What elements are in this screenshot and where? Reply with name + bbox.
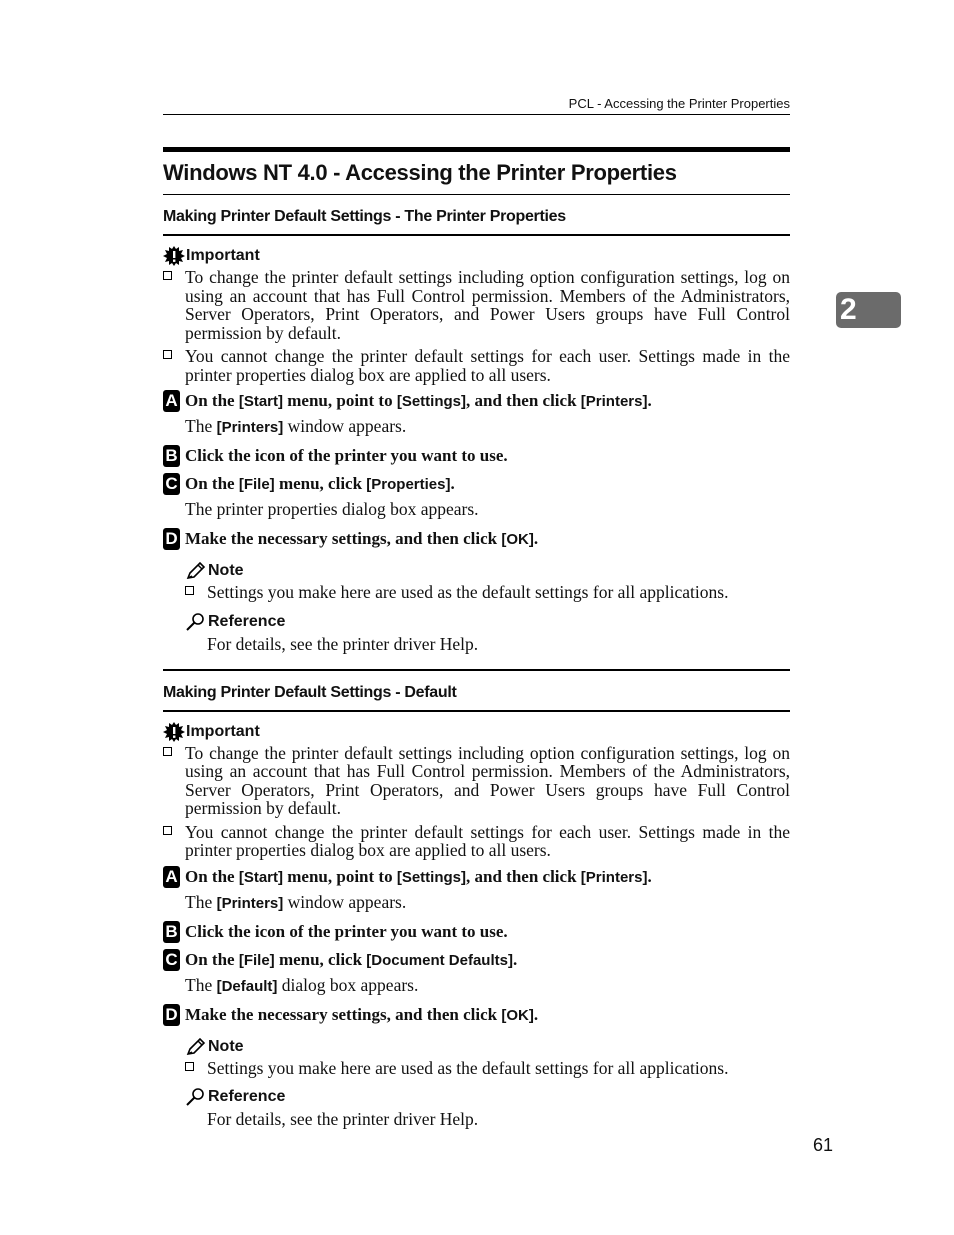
chapter-tab: 2 bbox=[836, 292, 901, 328]
important-label bbox=[163, 722, 790, 742]
steps bbox=[163, 390, 790, 551]
note-label bbox=[185, 1037, 790, 1057]
step bbox=[163, 949, 790, 972]
important-text: You cannot change the printer default settings for each user. Settings made in the printer properties dialog box are applied to all users. bbox=[185, 346, 790, 385]
step-text: Click the icon of the printer you want to use. bbox=[185, 921, 508, 941]
pencil-icon bbox=[185, 1037, 207, 1057]
step-result: The [Printers] window appears. bbox=[185, 891, 407, 912]
step-number-icon: A bbox=[163, 390, 180, 412]
reference-text: For details, see the printer driver Help. bbox=[207, 633, 479, 654]
step bbox=[163, 445, 790, 467]
reference-label bbox=[185, 612, 790, 632]
important-list bbox=[163, 268, 790, 384]
section-heading: Making Printer Default Settings - The Printer Properties bbox=[163, 195, 790, 236]
main-content bbox=[163, 147, 790, 1130]
list-item bbox=[185, 583, 790, 602]
note-text: Settings you make here are used as the default settings for all applications. bbox=[207, 582, 729, 602]
note-block bbox=[163, 1037, 790, 1131]
step-text: Click the icon of the printer you want to use. bbox=[185, 446, 508, 465]
note-text: Settings you make here are used as the default settings for all applications. bbox=[207, 1057, 729, 1078]
step-result: The printer properties dialog box appears. bbox=[185, 499, 479, 519]
step bbox=[163, 528, 790, 551]
list-item bbox=[185, 1059, 790, 1078]
step-number-icon: D bbox=[163, 1004, 180, 1026]
list-item bbox=[163, 268, 790, 342]
step bbox=[163, 921, 790, 943]
pencil-icon bbox=[185, 561, 207, 581]
section bbox=[163, 195, 790, 655]
running-header: PCL - Accessing the Printer Properties bbox=[163, 96, 790, 115]
step-text: On the [Start] menu, point to [Settings], and then click [Printers]. bbox=[185, 866, 652, 886]
important-icon bbox=[163, 722, 185, 742]
reference-label-text: Reference bbox=[208, 1088, 286, 1105]
step-text: Make the necessary settings, and then click [OK]. bbox=[185, 1004, 539, 1024]
step-text: Make the necessary settings, and then click [OK]. bbox=[185, 529, 539, 548]
step bbox=[163, 473, 790, 496]
important-icon bbox=[163, 246, 185, 266]
sections bbox=[163, 195, 790, 1130]
step-text: On the [File] menu, click [Properties]. bbox=[185, 474, 455, 493]
step-text: On the [Start] menu, point to [Settings], and then click [Printers]. bbox=[185, 391, 652, 410]
note-list bbox=[185, 1059, 790, 1078]
list-item bbox=[163, 823, 790, 860]
section bbox=[163, 669, 790, 1131]
note-label bbox=[185, 561, 790, 581]
important-list bbox=[163, 744, 790, 860]
step bbox=[163, 866, 790, 889]
step-number-icon: A bbox=[163, 866, 180, 888]
note-block bbox=[163, 561, 790, 655]
step-number-icon: B bbox=[163, 445, 180, 467]
important-text: To change the printer default settings including option configuration settings, log on using an account that has Full Control permission. Members of the Administrators, Server Operators, Print Operators, and Power Users groups have Full Control permission by default. bbox=[185, 742, 790, 818]
magnifier-icon bbox=[185, 612, 207, 632]
page-title: Windows NT 4.0 - Accessing the Printer Properties bbox=[163, 147, 790, 195]
step bbox=[163, 1004, 790, 1027]
magnifier-icon bbox=[185, 1087, 207, 1107]
section-heading: Making Printer Default Settings - Default bbox=[163, 669, 790, 712]
step-number-icon: D bbox=[163, 528, 180, 550]
reference-text: For details, see the printer driver Help. bbox=[207, 1109, 479, 1129]
steps bbox=[163, 866, 790, 1027]
step-number-icon: B bbox=[163, 921, 180, 943]
note-list bbox=[185, 583, 790, 602]
important-text: To change the printer default settings including option configuration settings, log on using an account that has Full Control permission. Members of the Administrators, Server Operators, Print Operators, and Power Users groups have Full Control permission by default. bbox=[185, 267, 790, 343]
important-label-text: Important bbox=[186, 722, 260, 740]
step-number-icon: C bbox=[163, 473, 180, 495]
list-item bbox=[163, 347, 790, 384]
important-label bbox=[163, 246, 790, 266]
important-text: You cannot change the printer default settings for each user. Settings made in the printer properties dialog box are applied to all users. bbox=[185, 821, 790, 860]
important-label-text: Important bbox=[186, 247, 260, 264]
step-number-icon: C bbox=[163, 949, 180, 971]
page-number: 61 bbox=[812, 1135, 833, 1155]
note-label-text: Note bbox=[208, 1037, 244, 1055]
list-item bbox=[163, 744, 790, 818]
step-text: On the [File] menu, click [Document Defaults]. bbox=[185, 949, 518, 969]
reference-label bbox=[185, 1087, 790, 1107]
reference-label-text: Reference bbox=[208, 612, 286, 630]
step-result: The [Printers] window appears. bbox=[185, 416, 407, 436]
step-result: The [Default] dialog box appears. bbox=[185, 974, 419, 995]
note-label-text: Note bbox=[208, 562, 244, 579]
step bbox=[163, 390, 790, 413]
